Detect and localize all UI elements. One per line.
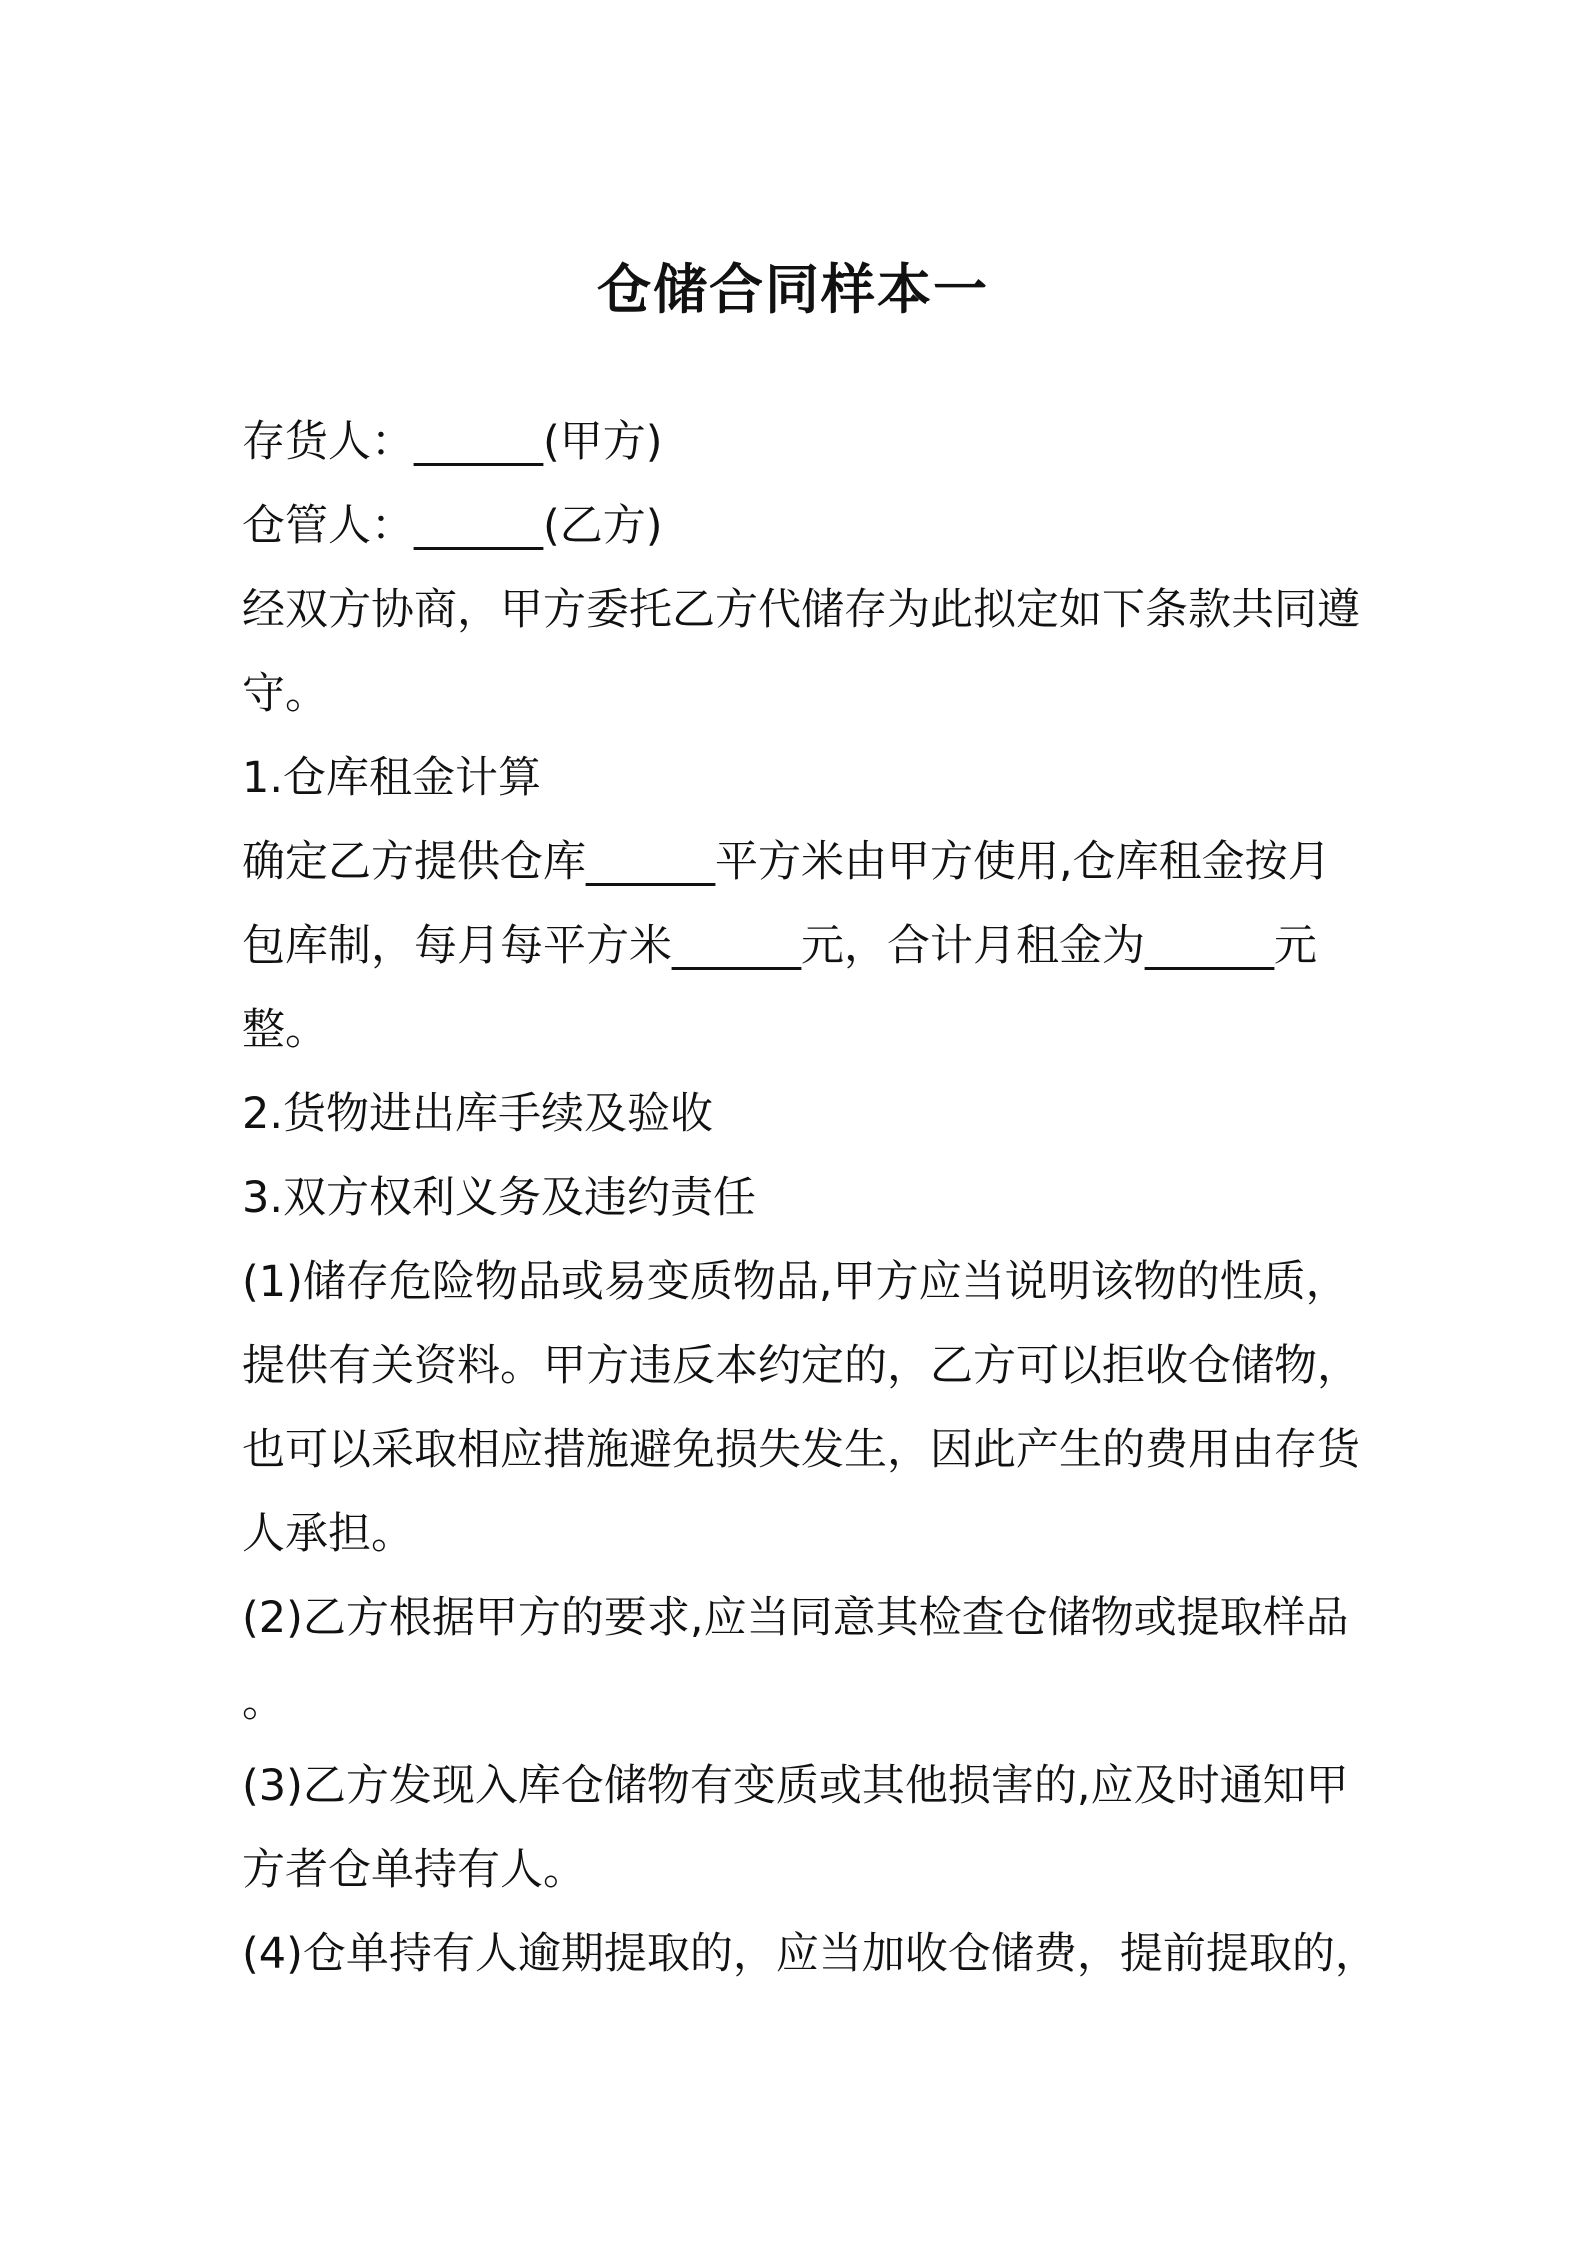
section-3-heading: 3.双方权利义务及违约责任 [242, 1173, 757, 1223]
clause-1-line-1: (1)储存危险物品或易变质物品,甲方应当说明该物的性质， [242, 1257, 1349, 1307]
preamble-line-1: 经双方协商，甲方委托乙方代储存为此拟定如下条款共同遵 [242, 585, 1360, 635]
section-1-heading: 1.仓库租金计算 [242, 753, 542, 803]
clause-1-line-4: 人承担。 [242, 1509, 414, 1559]
clause-2-line-2: 。 [242, 1677, 285, 1727]
clause-1-line-3: 也可以采取相应措施避免损失发生，因此产生的费用由存货 [242, 1425, 1360, 1475]
section-1-text-line-3: 整。 [242, 1005, 328, 1055]
section-1-text-line-2: 包库制，每月每平方米______元，合计月租金为______元 [242, 921, 1317, 971]
clause-2-line-1: (2)乙方根据甲方的要求,应当同意其检查仓储物或提取样品 [242, 1593, 1349, 1643]
clause-4-line-1: (4)仓单持有人逾期提取的，应当加收仓储费，提前提取的， [242, 1929, 1378, 1979]
clause-3-line-1: (3)乙方发现入库仓储物有变质或其他损害的,应及时通知甲 [242, 1761, 1349, 1811]
document-title: 仓储合同样本一 [597, 258, 989, 321]
warehouse-keeper-line: 仓管人：______(乙方) [242, 501, 663, 551]
clause-1-line-2: 提供有关资料。甲方违反本约定的，乙方可以拒收仓储物， [242, 1341, 1360, 1391]
preamble-line-2: 守。 [242, 669, 328, 719]
depositor-line: 存货人：______(甲方) [242, 417, 663, 467]
section-1-text-line-1: 确定乙方提供仓库______平方米由甲方使用,仓库租金按月 [242, 837, 1331, 887]
section-2-heading: 2.货物进出库手续及验收 [242, 1089, 714, 1139]
clause-3-line-2: 方者仓单持有人。 [242, 1845, 586, 1895]
document-body [242, 400, 1378, 1996]
